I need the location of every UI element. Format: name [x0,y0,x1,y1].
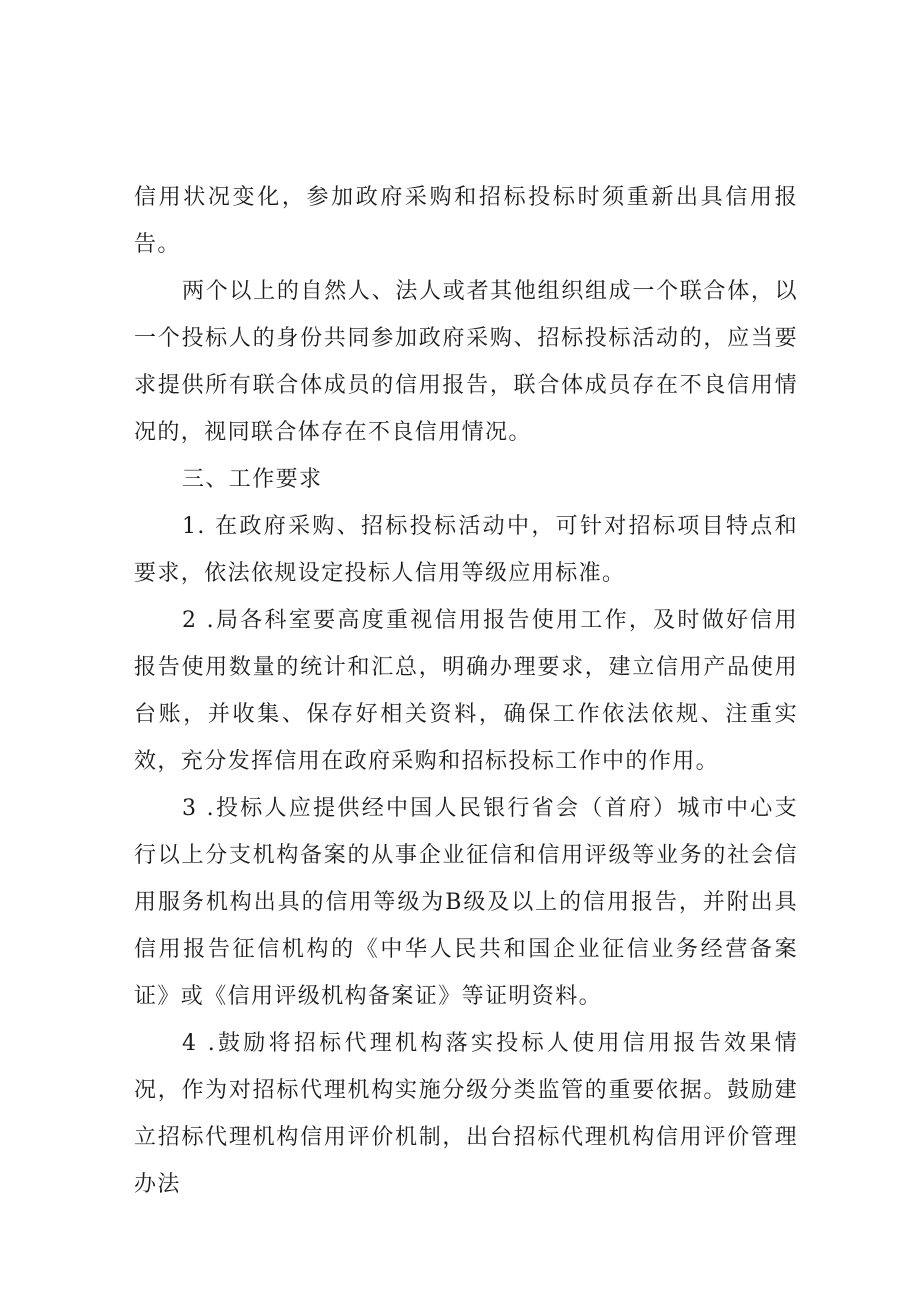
paragraph-consortium: 两个以上的自然人、法人或者其他组织组成一个联合体，以一个投标人的身份共同参加政府采购、招标投标活动的，应当要求提供所有联合体成员的信用报告，联合体成员存在不良信用情况的，视同联合体存在不良信用情况。 [134,279,798,445]
paragraph-item-2: 2 .局各科室要高度重视信用报告使用工作，及时做好信用报告使用数量的统计和汇总，明确办理要求，建立信用产品使用台账，并收集、保存好相关资料，确保工作依法依规、注重实效，充分发挥信用在政府采购和招标投标工作中的作用。 [134,608,798,774]
paragraph-item-3: 3 .投标人应提供经中国人民银行省会（首府）城市中心支行以上分支机构备案的从事企业征信和信用评级等业务的社会信用服务机构出具的信用等级为B级及以上的信用报告，并附出具信用报告征信机构的《中华人民共和国企业征信业务经营备案证》或《信用评级机构备案证》等证明资料。 [134,796,798,1009]
document-body [134,174,798,1208]
paragraph-continuation: 信用状况变化，参加政府采购和招标投标时须重新出具信用报告。 [134,185,798,257]
paragraph-item-4: 4 .鼓励将招标代理机构落实投标人使用信用报告效果情况，作为对招标代理机构实施分级分类监管的重要依据。鼓励建立招标代理机构信用评价机制，出台招标代理机构信用评价管理办法 [134,1031,798,1197]
paragraph-item-1: 1. 在政府采购、招标投标活动中，可针对招标项目特点和要求，依法依规设定投标人信用等级应用标准。 [134,514,798,586]
section-heading-work-requirements: 三、工作要求 [182,467,323,492]
